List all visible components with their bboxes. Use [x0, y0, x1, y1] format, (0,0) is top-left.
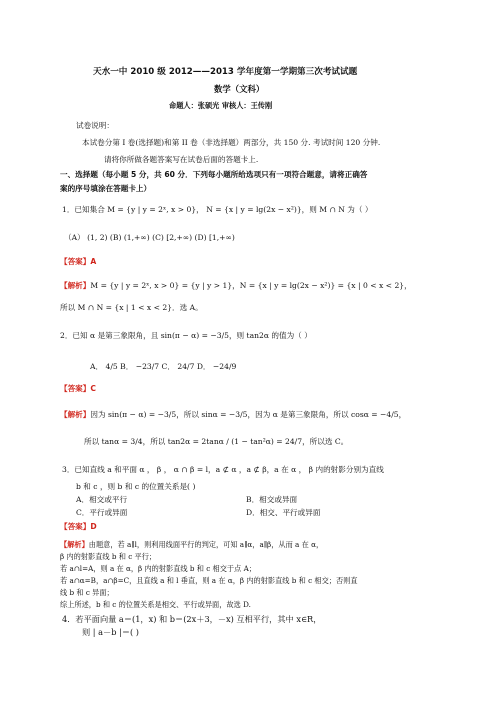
question-1-options: （A） (1, 2) (B) (1,+∞) (C) [2,+∞) (D) [1,+∞) — [64, 233, 235, 242]
question-2-options: A． 4/5 B． −23/7 C． 24/7 D． −24/9 — [90, 362, 237, 371]
question-1-analysis-cont: 所以 M ∩ N = {x | 1 < x < 2}．选 A。 — [60, 303, 203, 312]
page-subtitle: 数学（文科） — [214, 84, 265, 94]
section-heading-cont: 案的序号填涂在答题卡上） — [60, 184, 152, 193]
authors-line: 命题人：张硕光 审核人：王传刚 — [169, 101, 273, 110]
page-title: 天水一中 2010 级 2012——2013 学年度第一学期第三次考试试题 — [93, 67, 358, 77]
question-3-answer: 【答案】D — [60, 522, 97, 531]
question-3-option-b: B．相交或异面 — [246, 495, 298, 504]
question-2-answer: 【答案】C — [60, 384, 96, 393]
question-3-analysis-line: 线 b 和 c 异面； — [60, 588, 114, 597]
question-1-stem: 1．已知集合 M = {y | y = 2ˣ, x > 0}， N = {x | y = lg(2x − x²)}，则 M ∩ N 为（ ） — [62, 205, 373, 214]
question-3-analysis-line: 若 a∩l=A，则 a 在 α，β 内的射影直线 b 和 c 相交于点 A； — [60, 564, 256, 573]
analysis-tag: 【解析】 — [60, 281, 91, 290]
question-4-stem-cont: 则 | a－b |＝( ) — [82, 627, 140, 637]
question-2-analysis — [60, 410, 406, 420]
question-3-option-c: C．平行或异面 — [76, 508, 128, 517]
instructions-line: 本试卷分第 I 卷(选择题)和第 II 卷（非选择题）两部分，共 150 分. 考试时间 120 分钟. — [82, 138, 381, 147]
section-heading: 一、选择题（每小题 5 分，共 60 分．下列每小题所给选项只有一项符合题意，请将正确答 — [60, 170, 368, 179]
instructions-line: 请将你所做各题答案写在试卷后面的答题卡上. — [104, 155, 259, 164]
analysis-text: M = {y | y = 2ˣ, x > 0} = {y | y > 1}，N = {x | y = lg(2x − x²)} = {x | 0 < x < 2}， — [90, 281, 412, 290]
question-2-analysis-cont: 所以 tanα = 3/4，所以 tan2α = 2tanα / (1 − tan²α) = 24/7，所以选 C。 — [84, 437, 349, 446]
question-3-analysis-line: 综上所述，b 和 c 的位置关系是相交、平行或异面，故选 D. — [60, 600, 251, 609]
question-1-answer: 【答案】A — [60, 257, 97, 266]
analysis-text: 因为 sin(π − α) = −3/5，所以 sinα = −3/5，因为 α 是第三象限角，所以 cosα = −4/5， — [90, 410, 407, 419]
question-3-analysis-line: β 内的射影直线 b 和 c 平行； — [60, 552, 157, 561]
question-3-option-a: A．相交或平行 — [76, 495, 128, 504]
question-3-stem: 3．已知直线 a 和平面 α ， β ， α ∩ β = l，a ⊄ α ，a ⊄ β，a 在 α ， β 内的射影分别为直线 — [62, 465, 384, 474]
analysis-tag: 【解析】 — [60, 540, 89, 549]
question-3-option-d: D．相交、平行或异面 — [246, 508, 321, 517]
question-1-analysis — [60, 281, 412, 291]
question-3-stem-cont: b 和 c ，则 b 和 c 的位置关系是( ) — [76, 482, 196, 491]
question-3-analysis-line: 若 a∩α=B，a∩β=C，且直线 a 和 l 垂直，则 a 在 α，β 内的射影直线 b 和 c 相交；否则直 — [60, 576, 358, 585]
analysis-tag: 【解析】 — [60, 410, 91, 419]
instructions-heading: 试卷说明： — [76, 121, 114, 130]
question-3-analysis — [60, 540, 323, 550]
question-2-stem: 2．已知 α 是第三象限角，且 sin(π − α) = −3/5，则 tan2α 的值为（ ） — [60, 331, 312, 340]
question-4-stem: 4．若平面向量 a＝(1，x) 和 b＝(2x＋3，－x) 互相平行，其中 x∈R， — [62, 614, 322, 624]
analysis-text: 由题意，若 a∥l，则利用线面平行的判定，可知 a∥α，a∥β，从而 a 在 α， — [88, 540, 324, 549]
